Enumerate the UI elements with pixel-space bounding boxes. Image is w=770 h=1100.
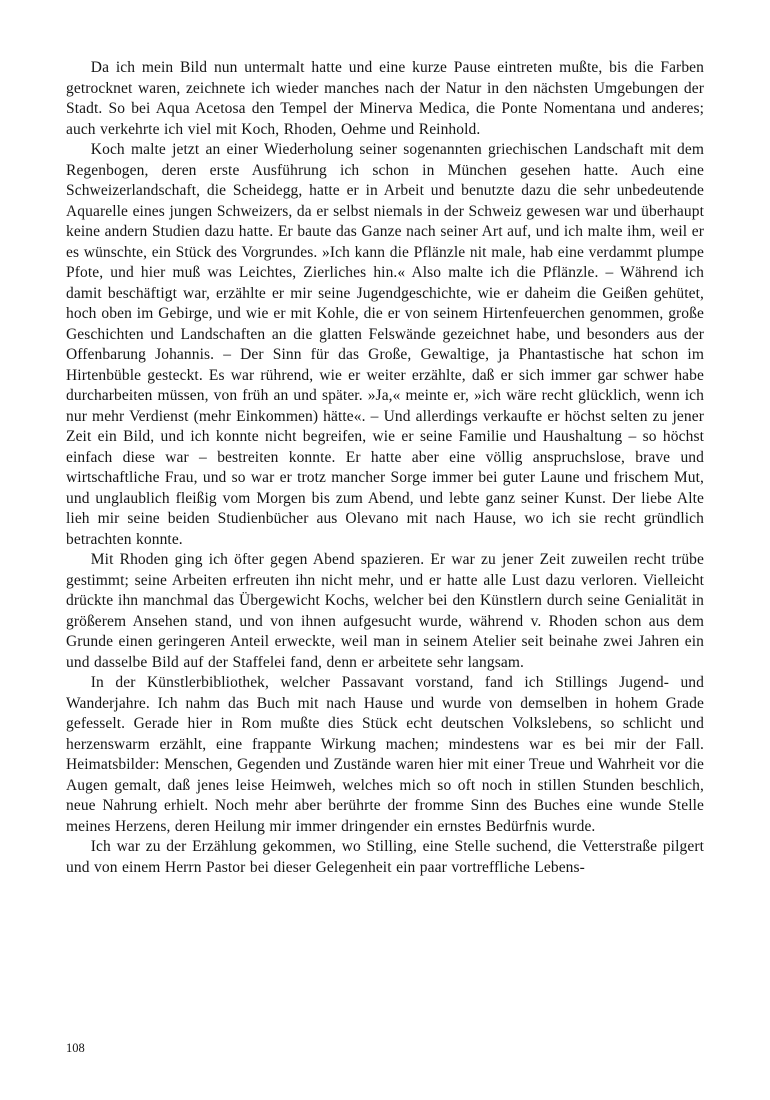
page-text [66,58,704,878]
paragraph: Mit Rhoden ging ich öfter gegen Abend spazieren. Er war zu jener Zeit zuweilen recht trübe gestimmt; seine Arbeiten erfreuten ihn nicht mehr, und er hatte alle Lust dazu verloren. Vielleicht drückte ihn manchmal das Übergewicht Kochs, welcher bei den Künstlern durch seine Genialität in größerem Ansehen stand, und von ihnen aufgesucht wurde, während v. Rhoden schon aus dem Grunde einen geringeren Anteil erweckte, weil man in seinem Atelier seit beinahe zwei Jahren ein und dasselbe Bild auf der Staffelei fand, denn er arbeitete sehr langsam. [66,551,704,671]
paragraph: In der Künstlerbibliothek, welcher Passavant vorstand, fand ich Stillings Jugend- und Wanderjahre. Ich nahm das Buch mit nach Hause und wurde von demselben in hohem Grade gefesselt. Gerade hier in Rom mußte dies Stück echt deutschen Volkslebens, so schlicht und herzenswarm erzählt, eine frappante Wirkung machen; mindestens war es bei mir der Fall. Heimatsbilder: Menschen, Gegenden und Zustände waren hier mit einer Treue und Wahrheit vor die Augen gemalt, daß jenes leise Heimweh, welches mich so oft noch in stillen Stunden beschlich, neue Nahrung erhielt. Noch mehr aber berührte der fromme Sinn des Buches eine wunde Stelle meines Herzens, deren Heilung mir immer dringender ein ernstes Bedürfnis wurde. [66,674,704,835]
paragraph: Koch malte jetzt an einer Wiederholung seiner sogenannten griechischen Landschaft mit dem Regenbogen, deren erste Ausführung ich schon in München gesehen hatte. Auch eine Schweizerlandschaft, die Scheidegg, hatte er in Arbeit und benutzte dazu die sehr unbedeutende Aquarelle eines jungen Schweizers, da er selbst niemals in der Schweiz gewesen war und überhaupt keine andern Studien dazu hatte. Er baute das Ganze nach seiner Art auf, und ich malte ihm, weil er es wünschte, ein Stück des Vorgrundes. »Ich kann die Pflänzle nit male, hab eine verdammt plumpe Pfote, und hier muß was Leichtes, Zierliches hin.« Also malte ich die Pflänzle. – Während ich damit beschäftigt war, erzählte er mir seine Jugendgeschichte, wie er daheim die Geißen gehütet, hoch oben im Gebirge, und wie er mit Kohle, die er von seinem Hirtenfeuerchen genommen, große Geschichten und Landschaften an die glatten Felswände gezeichnet habe, und besonders aus der Offenbarung Johannis. – Der Sinn für das Große, Gewaltige, ja Phantastische hat schon im Hirtenbüble gesteckt. Es war rührend, wie er weiter erzählte, daß er sich immer gar schwer habe durcharbeiten müssen, von früh an und später. »Ja,« meinte er, »ich wäre recht glücklich, wenn ich nur mehr Verdienst (mehr Einkommen) hätte«. – Und allerdings verkaufte er höchst selten zu jener Zeit ein Bild, und ich konnte nicht begreifen, wie er seine Familie und Haushaltung – so höchst einfach diese war – bestreiten konnte. Er hatte aber eine völlig anspruchslose, brave und wirtschaftliche Frau, und so war er trotz mancher Sorge immer bei guter Laune und frischem Mut, und unglaublich fleißig vom Morgen bis zum Abend, und lebte ganz seiner Kunst. Der liebe Alte lieh mir seine beiden Studienbücher aus Olevano mit nach Hause, wo ich sie recht gründlich betrachten konnte. [66,141,704,548]
paragraph: Da ich mein Bild nun untermalt hatte und eine kurze Pause eintreten mußte, bis die Farben getrocknet waren, zeichnete ich wieder manches nach der Natur in den nächsten Umgebungen der Stadt. So bei Aqua Acetosa den Tempel der Minerva Medica, die Ponte Nomentana und anderes; auch verkehrte ich viel mit Koch, Rhoden, Oehme und Reinhold. [66,59,704,138]
paragraph: Ich war zu der Erzählung gekommen, wo Stilling, eine Stelle suchend, die Vetterstraße pilgert und von einem Herrn Pastor bei dieser Gelegenheit ein paar vortreffliche Lebens- [66,838,704,876]
page-number: 108 [66,1041,85,1055]
